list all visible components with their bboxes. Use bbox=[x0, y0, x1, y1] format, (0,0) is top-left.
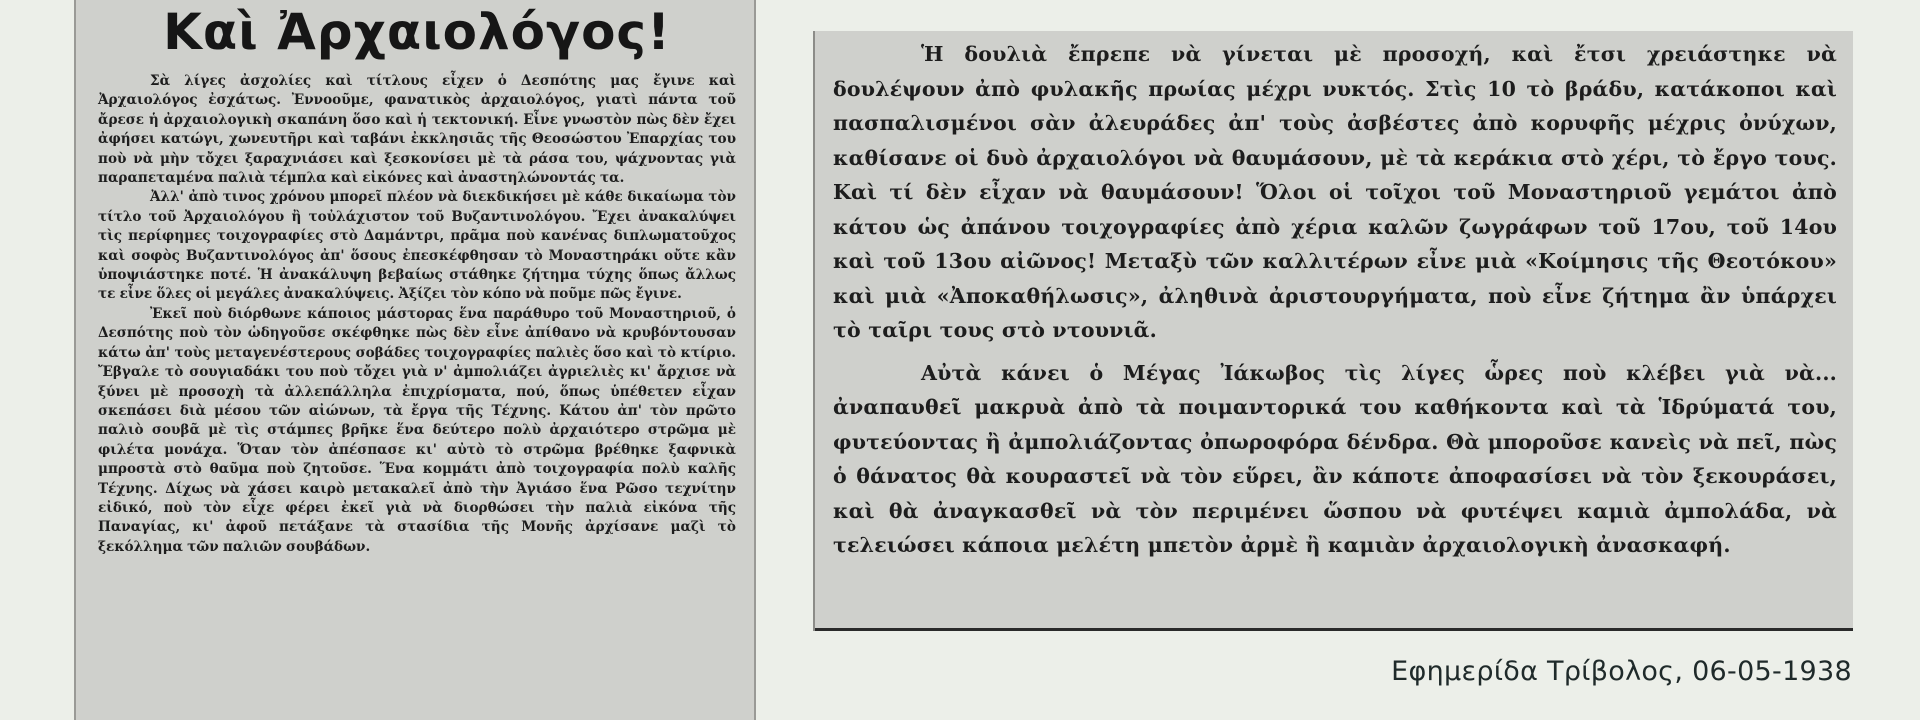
article-clipping-right bbox=[813, 31, 1853, 631]
clipping-bottom-rule bbox=[815, 628, 1853, 631]
headline: Καὶ Ἀρχαιολόγος! bbox=[163, 3, 671, 61]
article-paragraph: Ἀλλ' ἀπὸ τινος χρόνου μπορεῖ πλέον νὰ διεκδικήσει μὲ κάθε δικαίωμα τὸν τίτλο τοῦ Ἀρχαιολόγου ἢ τοὐλάχιστον τοῦ Βυζαντινολόγου. Ἔχει ἀνακαλύψει τὶς περίφημες τοιχογραφίες στὸ Δαμάντρι, πρᾶμα ποὺ κανένας διπλωματοῦχος καὶ σοφὸς Βυζαντινολόγος ἀπ' ὅσους ἐπεσκέφθησαν τὸ Μοναστηράκι οὔτε κἂν ὑποψιάστηκε ποτέ. Ἡ ἀνακάλυψη βεβαίως στάθηκε ζήτημα τύχης ὅπως ἄλλως τε εἶνε ὅλες οἱ μεγάλες ἀνακαλύψεις. Ἀξίζει τὸν κόπο νὰ ποῦμε πῶς ἔγινε. bbox=[98, 189, 736, 303]
article-paragraph: Σὰ λίγες ἀσχολίες καὶ τίτλους εἶχεν ὁ Δεσπότης μας ἔγινε καὶ Ἀρχαιολόγος ἐσχάτως. Ἐννοοῦμε, φανατικὸς ἀρχαιολόγος, γιατὶ πάντα τοῦ ἄρεσε ἡ ἀρχαιολογικὴ σκαπάνη ὅσο καὶ ἡ τεκτονική. Εἶνε γνωστὸν πὼς δὲν ἔχει ἀφήσει κατώγι, χωνευτῆρι καὶ ταβάνι ἐκκλησιᾶς τῆς Θεοσώστου Ἐπαρχίας του ποὺ νὰ μὴν τὄχει ξαραχνιάσει καὶ ξεσκονίσει μὲ τὰ ράσα του, ψάχνοντας γιὰ παραπεταμένα παλιὰ τέμπλα καὶ εἰκόνες καὶ ἀναστηλώνοντάς τα. bbox=[98, 73, 736, 187]
source-caption: Εφημερίδα Τρίβολος, 06-05-1938 bbox=[1391, 656, 1852, 687]
article-paragraph: Ἡ δουλιὰ ἔπρεπε νὰ γίνεται μὲ προσοχή, καὶ ἔτσι χρειάστηκε νὰ δουλέψουν ἀπὸ φυλακῆς πρωίας μέχρι νυκτός. Στὶς 10 τὸ βράδυ, κατάκοποι καὶ πασπαλισμένοι σὰν ἀλευράδες ἀπ' τοὺς ἀσβέστες ἀπὸ κορυφῆς μέχρις ὀνύχων, καθίσανε οἱ δυὸ ἀρχαιολόγοι νὰ θαυμάσουν, μὲ τὰ κεράκια στὸ χέρι, τὸ ἔργο τους. Καὶ τί δὲν εἶχαν νὰ θαυμάσουν! Ὅλοι οἱ τοῖχοι τοῦ Μοναστηριοῦ γεμάτοι ἀπὸ κάτου ὡς ἀπάνου τοιχογραφίες ἀπὸ χέρια καλῶν ζωγράφων τοῦ 17ου, τοῦ 14ου καὶ τοῦ 13ου αἰῶνος! Μεταξὺ τῶν καλλιτέρων εἶνε μιὰ «Κοίμησις τῆς Θεοτόκου» καὶ μιὰ «Ἀποκαθήλωσις», ἀληθινὰ ἀριστουργήματα, ποὺ εἶνε ζήτημα ἂν ὑπάρχει τὸ ταῖρι τους στὸ ντουνιᾶ. bbox=[833, 42, 1837, 342]
article-paragraph: Ἐκεῖ ποὺ διόρθωνε κάποιος μάστορας ἕνα παράθυρο τοῦ Μοναστηριοῦ, ὁ Δεσπότης ποὺ τὸν ὡδηγοῦσε σκέφθηκε πὼς δὲν εἶνε ἀπίθανο νὰ κρυβόντουσαν κάτω ἀπ' τοὺς μεταγενέστερους σοβάδες τοιχογραφίες παλιὲς ὅσο καὶ τὸ κτίριο. Ἔβγαλε τὸ σουγιαδάκι του ποὺ τὄχει γιὰ ν' ἀμπολιάζει ἀγριελιὲς κι' ἄρχισε νὰ ξύνει μὲ προσοχὴ τὰ ἀλλεπάλληλα ἐπιχρίσματα, πού, ὅπως ὑπέθετεν εἶχαν σκεπάσει διὰ μέσου τῶν αἰώνων, τὰ ἔργα τῆς Τέχνης. Κάτου ἀπ' τὸν πρῶτο παλιὸ σουβᾶ μὲ τὶς στάμπες βρῆκε ἕνα δεύτερο πολὺ ἀρχαιότερο στρῶμα μὲ φιλέτα μονάχα. Ὅταν τὸν ἀπέσπασε κι' αὐτὸ τὸ στρῶμα βρέθηκε ξαφνικὰ μπροστὰ στὸ θαῦμα ποὺ ζητοῦσε. Ἕνα κομμάτι ἀπὸ τοιχογραφία πολὺ καλῆς Τέχνης. Δίχως νὰ χάσει καιρὸ μετακαλεῖ ἀπὸ τὴν Ἀγιάσο ἕνα Ρῶσο τεχνίτην εἰδικό, ποὺ τὸν εἶχε φέρει ἐκεῖ γιὰ νὰ διορθώσει τὴν παλιὰ εἰκόνα τῆς Παναγίας, κι' ἀφοῦ πετάξανε τὰ στασίδια τῆς Μονῆς ἀρχίσανε μαζὶ τὸ ξεκόλλημα τῶν παλιῶν σουβάδων. bbox=[98, 305, 736, 555]
article-paragraph: Αὐτὰ κάνει ὁ Μέγας Ἰάκωβος τὶς λίγες ὧρες ποὺ κλέβει γιὰ νὰ... ἀναπαυθεῖ μακρυὰ ἀπὸ τὰ ποιμαντορικά του καθήκοντα καὶ τὰ Ἱδρύματά του, φυτεύοντας ἢ ἀμπολιάζοντας ὀπωροφόρα δένδρα. Θὰ μποροῦσε κανεὶς νὰ πεῖ, πὼς ὁ θάνατος θὰ κουραστεῖ νὰ τὸν εὕρει, ἂν κάποτε ἀποφασίσει νὰ τὸν ξεκουράσει, καὶ θὰ ἀναγκασθεῖ νὰ τὸν περιμένει ὥσπου νὰ φυτέψει καμιὰ ἀμπολάδα, νὰ τελειώσει κάποια μελέτη μπετὸν ἀρμὲ ἢ καμιὰν ἀρχαιολογικὴ ἀνασκαφή. bbox=[833, 360, 1837, 557]
article-clipping-left bbox=[74, 0, 756, 720]
